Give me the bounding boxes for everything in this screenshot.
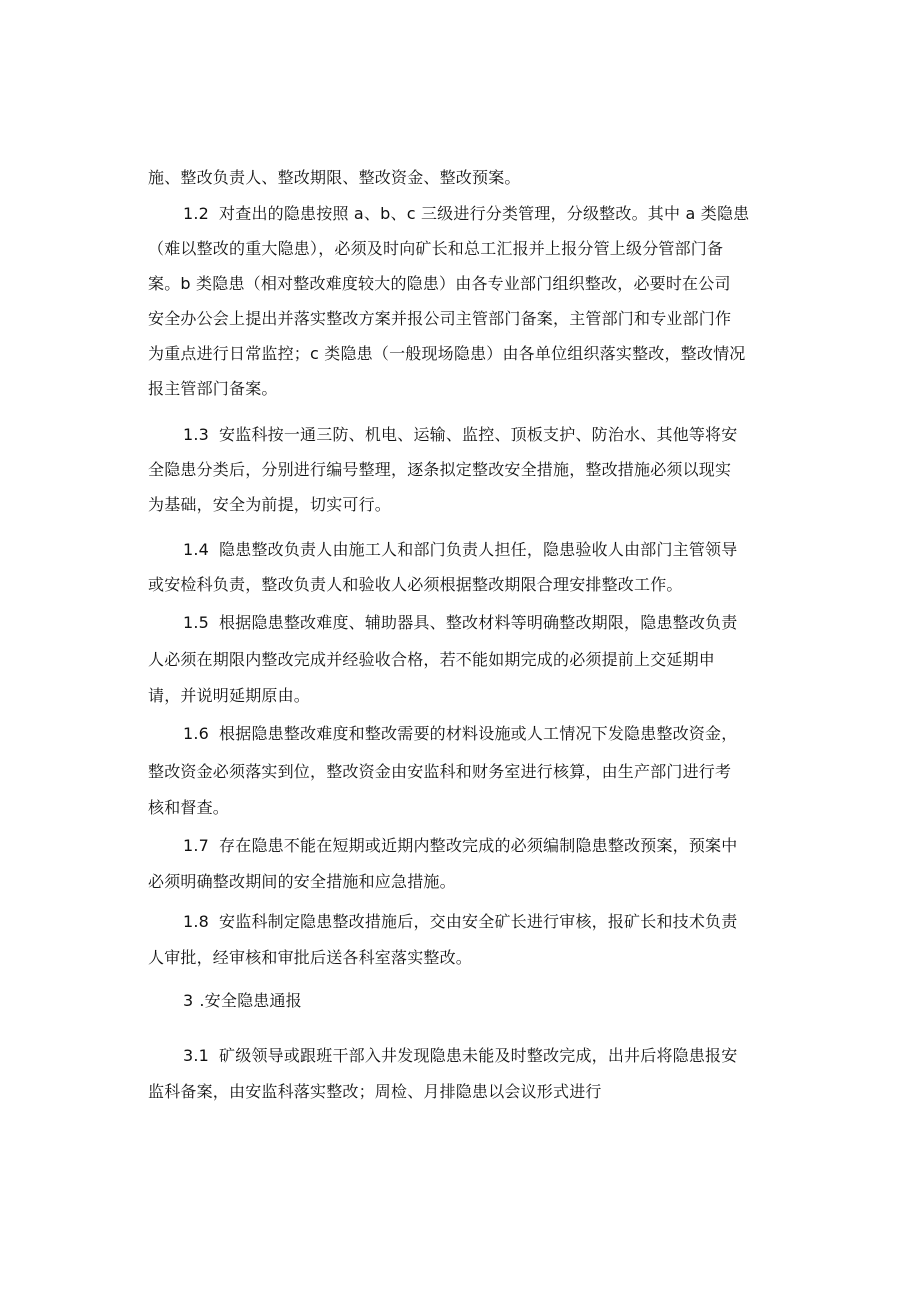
paragraph-text: 安监科按一通三防、机电、运输、监控、顶板支护、防治水、其他等将安	[219, 425, 738, 444]
section-number: 1.5	[183, 613, 210, 632]
text-line: 安全办公会上提出并落实整改方案并报公司主管部门备案，主管部门和专业部门作	[148, 309, 732, 328]
text-line: 为基础，安全为前提，切实可行。	[148, 495, 392, 514]
paragraph-1-8	[183, 911, 737, 933]
section-number: 1.3	[183, 425, 210, 444]
section-title: .安全隐患通报	[199, 991, 302, 1010]
section-heading	[183, 990, 302, 1012]
section-number: 3	[183, 991, 194, 1010]
section-number: 3.1	[183, 1046, 210, 1065]
section-number: 1.7	[183, 836, 210, 855]
section-number: 1.6	[183, 724, 210, 743]
paragraph-1-4	[183, 539, 737, 561]
paragraph-text: 矿级领导或跟班干部入井发现隐患未能及时整改完成，出井后将隐患报安	[219, 1046, 738, 1065]
paragraph-1-7	[183, 835, 737, 857]
text-line: 监科备案，由安监科落实整改；周检、月排隐患以会议形式进行	[148, 1082, 602, 1101]
text-line: 施、整改负责人、整改期限、整改资金、整改预案。	[148, 168, 521, 187]
paragraph-1-5	[183, 612, 737, 634]
paragraph-text: 根据隐患整改难度和整改需要的材料设施或人工情况下发隐患整改资金，	[219, 724, 738, 743]
paragraph-1-2	[183, 203, 749, 225]
text-line: 或安检科负责，整改负责人和验收人必须根据整改期限合理安排整改工作。	[148, 575, 683, 594]
text-line: 核和督查。	[148, 798, 230, 817]
text-line: 案。b 类隐患（相对整改难度较大的隐患）由各专业部门组织整改，必要时在公司	[148, 274, 731, 293]
text-line: 整改资金必须落实到位，整改资金由安监科和财务室进行核算，由生产部门进行考	[148, 762, 732, 781]
paragraph-1-6	[183, 723, 737, 745]
paragraph-text: 隐患整改负责人由施工人和部门负责人担任，隐患验收人由部门主管领导	[219, 540, 738, 559]
text-line: 为重点进行日常监控；c 类隐患（一般现场隐患）由各单位组织落实整改，整改情况	[148, 344, 746, 363]
paragraph-text: 根据隐患整改难度、辅助器具、整改材料等明确整改期限，隐患整改负责	[219, 613, 738, 632]
text-line: 全隐患分类后，分别进行编号整理，逐条拟定整改安全措施，整改措施必须以现实	[148, 460, 732, 479]
text-line: 必须明确整改期间的安全措施和应急措施。	[148, 872, 456, 891]
paragraph-text: 安监科制定隐患整改措施后，交由安全矿长进行审核，报矿长和技术负责	[219, 912, 738, 931]
paragraph-1-3	[183, 424, 737, 446]
section-number: 1.8	[183, 912, 210, 931]
paragraph-text: 对查出的隐患按照 a、b、c 三级进行分类管理，分级整改。其中 a 类隐患	[219, 204, 750, 223]
paragraph-3-1	[183, 1045, 737, 1067]
section-number: 1.4	[183, 540, 210, 559]
text-line: 人必须在期限内整改完成并经验收合格，若不能如期完成的必须提前上交延期申	[148, 650, 716, 669]
text-line: （难以整改的重大隐患），必须及时向矿长和总工汇报并上报分管上级分管部门备	[148, 239, 724, 258]
text-line: 报主管部门备案。	[148, 379, 278, 398]
section-number: 1.2	[183, 204, 210, 223]
paragraph-text: 存在隐患不能在短期或近期内整改完成的必须编制隐患整改预案，预案中	[219, 836, 738, 855]
text-line: 人审批，经审核和审批后送各科室落实整改。	[148, 948, 473, 967]
text-line: 请，并说明延期原由。	[148, 686, 311, 705]
